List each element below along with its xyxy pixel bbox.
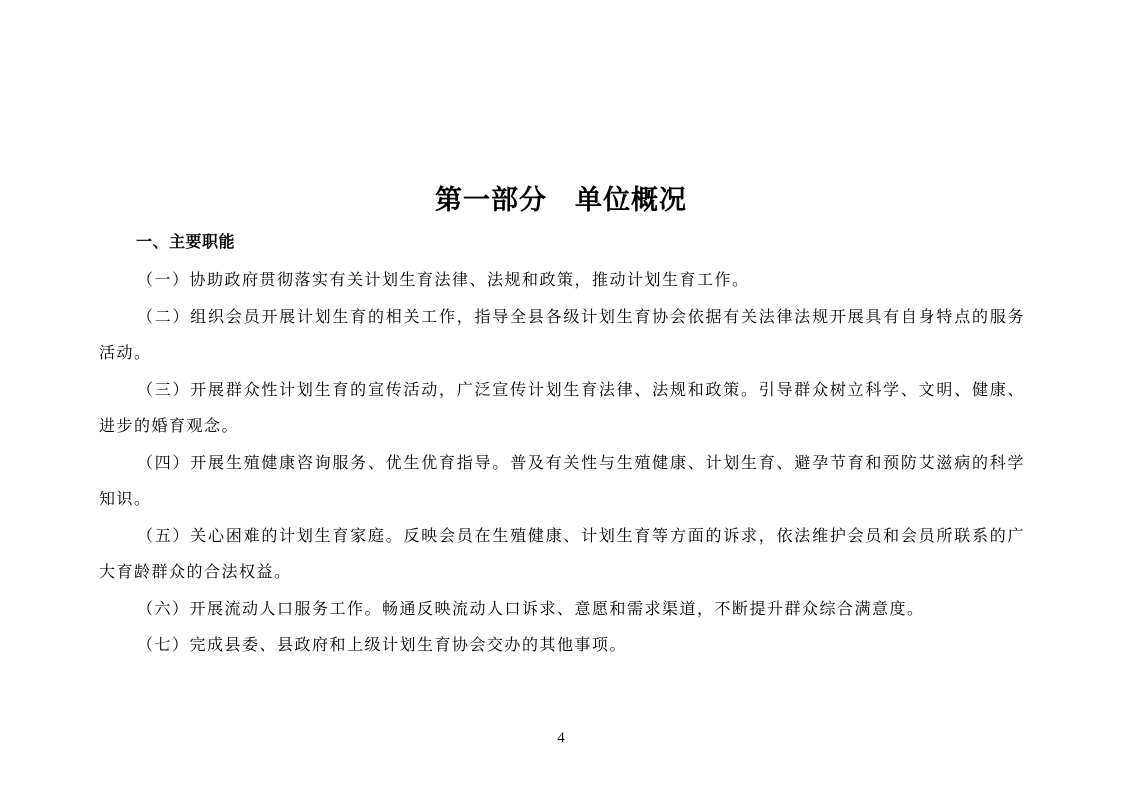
page-number: 4: [557, 730, 565, 746]
paragraph: （一）协助政府贯彻落实有关计划生育法律、法规和政策，推动计划生育工作。: [137, 270, 750, 289]
document-body: [99, 262, 1025, 664]
paragraph: （二）组织会员开展计划生育的相关工作，指导全县各级计划生育协会依据有关法律法规开展具有自身特点的服务活动。: [99, 306, 1025, 362]
paragraph: （七）完成县委、县政府和上级计划生育协会交办的其他事项。: [137, 635, 628, 654]
page-title: 第一部分 单位概况: [435, 185, 687, 216]
section-heading: 一、主要职能: [136, 232, 236, 251]
paragraph: （三）开展群众性计划生育的宣传活动，广泛宣传计划生育法律、法规和政策。引导群众树立科学、文明、健康、进步的婚育观念。: [99, 379, 1025, 435]
paragraph: （五）关心困难的计划生育家庭。反映会员在生殖健康、计划生育等方面的诉求，依法维护会员和会员所联系的广大育龄群众的合法权益。: [99, 525, 1025, 581]
paragraph: （六）开展流动人口服务工作。畅通反映流动人口诉求、意愿和需求渠道，不断提升群众综合满意度。: [137, 598, 925, 618]
paragraph: （四）开展生殖健康咨询服务、优生优育指导。普及有关性与生殖健康、计划生育、避孕节育和预防艾滋病的科学知识。: [99, 452, 1025, 508]
